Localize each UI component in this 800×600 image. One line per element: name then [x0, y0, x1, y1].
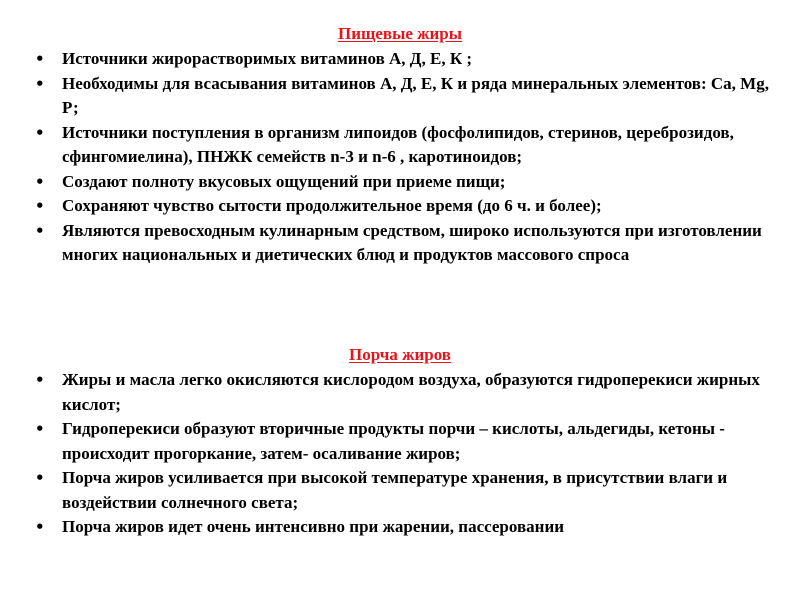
- bullet-icon: •: [35, 74, 45, 93]
- bullet-icon: •: [35, 420, 45, 438]
- list-item: [0, 121, 774, 170]
- section-heading-food-fats: Пищевые жиры: [337, 24, 462, 43]
- list-item-text: Источники поступления в организм липоидов (фосфолипидов, стеринов, цереброзидов, сфингомиелина), ПНЖК семейств n-3 и n-6 , каротиноидов;: [62, 122, 734, 166]
- list-item: [0, 47, 774, 72]
- bullet-icon: •: [35, 197, 45, 215]
- list-item: [0, 72, 774, 121]
- section-heading-fat-spoilage: Порча жиров: [349, 345, 451, 364]
- list-item-text: Порча жиров усиливается при высокой температуре хранения, в присутствии влаги и воздействии солнечного света;: [62, 468, 728, 512]
- list-item: [0, 219, 774, 268]
- bullet-icon: •: [35, 123, 45, 142]
- list-item: [0, 417, 774, 466]
- list-item-text: Являются превосходным кулинарным средством, широко используются при изготовлении многих национальных и диетических блюд и продуктов массового спроса: [62, 220, 762, 264]
- list-item-text: Жиры и масла легко окисляются кислородом воздуха, образуются гидроперекиси жирных кислот;: [62, 370, 760, 414]
- list-item: [0, 368, 774, 417]
- bullet-icon: •: [35, 172, 45, 191]
- list-item-text: Порча жиров идет очень интенсивно при жарении, пассеровании: [62, 517, 565, 536]
- food-fats-list: [0, 47, 774, 268]
- list-item: [0, 194, 774, 219]
- list-item: [0, 170, 774, 195]
- bullet-icon: •: [35, 371, 45, 389]
- list-item-text: Источники жирорастворимых витаминов А, Д, Е, К ;: [62, 49, 473, 68]
- list-item: [0, 515, 774, 540]
- bullet-icon: •: [35, 518, 45, 536]
- bullet-icon: •: [35, 221, 45, 240]
- bullet-icon: •: [35, 469, 45, 487]
- list-item-text: Создают полноту вкусовых ощущений при приеме пищи;: [62, 171, 506, 191]
- bullet-icon: •: [35, 50, 45, 68]
- list-item-text: Гидроперекиси образуют вторичные продукты порчи – кислоты, альдегиды, кетоны - происходит прогоркание, затем- осаливание жиров;: [62, 419, 725, 463]
- list-item: [0, 466, 774, 515]
- list-item-text: Необходимы для всасывания витаминов А, Д, Е, К и ряда минеральных элементов: Са, Mg, Р;: [62, 73, 769, 117]
- fat-spoilage-list: [0, 368, 774, 540]
- list-item-text: Сохраняют чувство сытости продолжительное время (до 6 ч. и более);: [62, 196, 602, 215]
